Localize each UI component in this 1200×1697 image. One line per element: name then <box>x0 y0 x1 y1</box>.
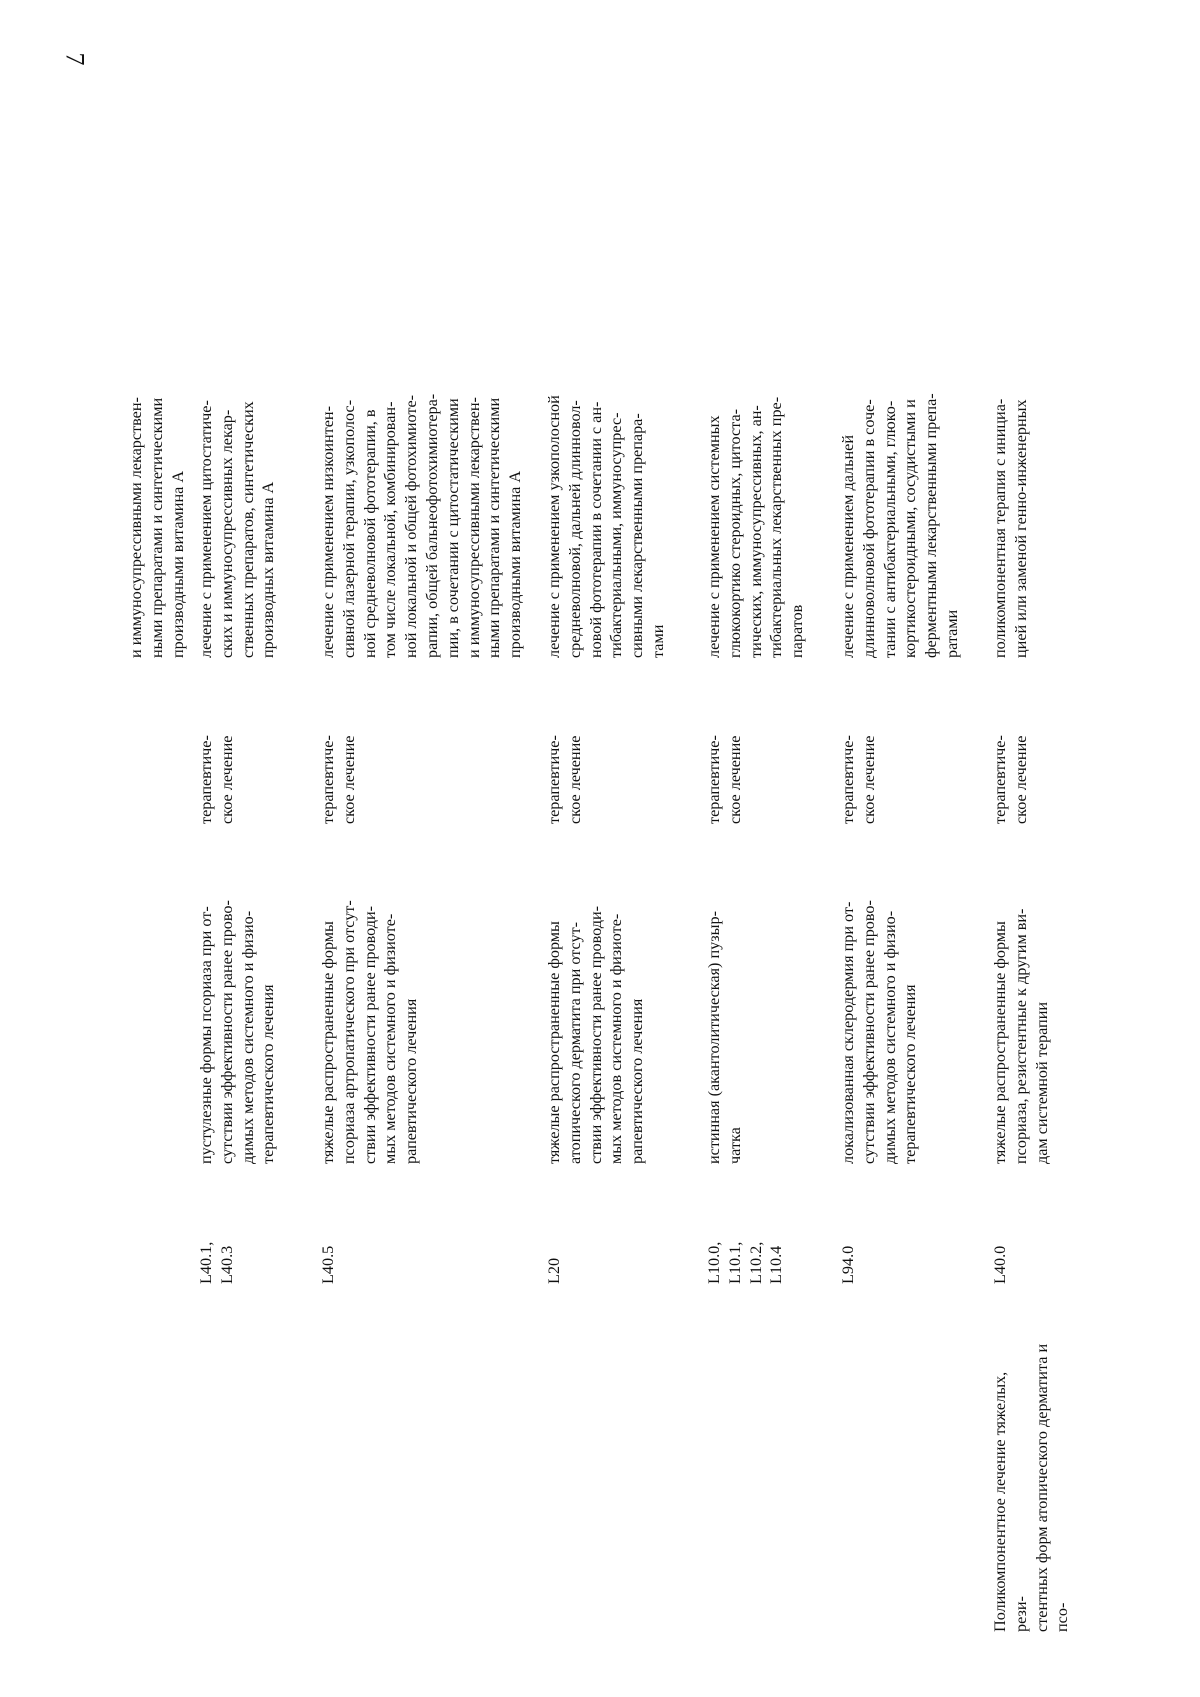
row-method-cell: лечение с применением узкополосной средневолновой, дальней длинновол- новой фототерапии в сочетании с ан- тибактериальными, иммуносупрес- сивными лекарственными препара- тами <box>545 395 667 658</box>
row-disease-cell: тяжелые распространенные формы псориаза, резистентные к другим ви- дам системной терапии <box>991 908 1051 1164</box>
row-code-cell: L40.5 <box>319 1245 337 1284</box>
row-treatment-type-cell: терапевтиче- ское лечение <box>197 735 236 824</box>
row-method-cell: лечение с применением системных глюкокортико стероидных, цитоста- тических, иммуносупрессивных, ан- тибактериальных лекарственных пре- паратов <box>705 396 807 658</box>
row-disease-cell: тяжелые распространенные формы атопического дерматита при отсут- ствии эффективности ранее проводи- мых методов системного и физиоте- рапевтического лечения <box>545 905 647 1164</box>
row-treatment-type-cell: терапевтиче- ское лечение <box>319 735 358 824</box>
row-code-cell: L40.1, L40.3 <box>197 1241 236 1284</box>
row-disease-cell: пустулезные формы псориаза при от- сутствии эффективности ранее прово- димых методов системного и физио- терапевтического лечения <box>197 900 278 1164</box>
row-disease-cell: истинная (акантолитическая) пузыр- чатка <box>705 911 744 1164</box>
row-disease-cell: тяжелые распространенные формы псориаза артропатического при отсут- ствии эффективности ранее проводи- мых методов системного и физиоте- рапевтического лечения <box>319 900 421 1164</box>
row-method-cell: и иммуносупрессивными лекарствен- ными препаратами и синтетическими производными витамина А <box>127 397 187 658</box>
row-method-cell: лечение с применением цитостатиче- ских и иммуносупрессивных лекар- ственных препаратов, синтетических производных витамина А <box>197 400 278 658</box>
row-method-cell: поликомпонентная терапия с инициа- цией или заменой генно-инженерных <box>991 398 1030 658</box>
rotated-table <box>110 194 1090 1632</box>
row-code-cell: L94.0 <box>839 1245 857 1284</box>
row-code-cell: L40.0 <box>991 1245 1009 1284</box>
row-code-cell: L10.0, L10.1, L10.2, L10.4 <box>705 1241 786 1284</box>
row-treatment-type-cell: терапевтиче- ское лечение <box>991 735 1030 824</box>
row-treatment-type-cell: терапевтиче- ское лечение <box>839 735 878 824</box>
row-treatment-type-cell: терапевтиче- ское лечение <box>545 735 584 824</box>
row-method-cell: лечение с применением низкоинтен- сивной лазерной терапии, узкополос- ной средневолновой фототерапии, в том числе локальной, комбинирован- ной локальной и общей фотохимиоте- рапии, общей бальнеофотохимиотера- пии, в сочетании с цитостатическими и иммуносупрессивными лекарствен- ными препаратами и синтетическими производными витамина А <box>319 393 525 658</box>
page-number: 7 <box>60 52 90 66</box>
row-method-cell: лечение с применением дальней длинноволновой фототерапии в соче- тании с антибактериальными, глюко- кортикостероидными, сосудистыми и ферментными лекарственными препа- ратами <box>839 393 961 658</box>
row-disease-cell: локализованная склеродермия при от- сутствии эффективности ранее прово- димых методов системного и физио- терапевтического лечения <box>839 900 920 1164</box>
row-treatment-type-cell: терапевтиче- ское лечение <box>705 735 744 824</box>
row-code-cell: L20 <box>545 1257 563 1284</box>
row-name-cell: Поликомпонентное лечение тяжелых, рези- стентных форм атопического дерматита и псо- <box>991 1343 1072 1632</box>
